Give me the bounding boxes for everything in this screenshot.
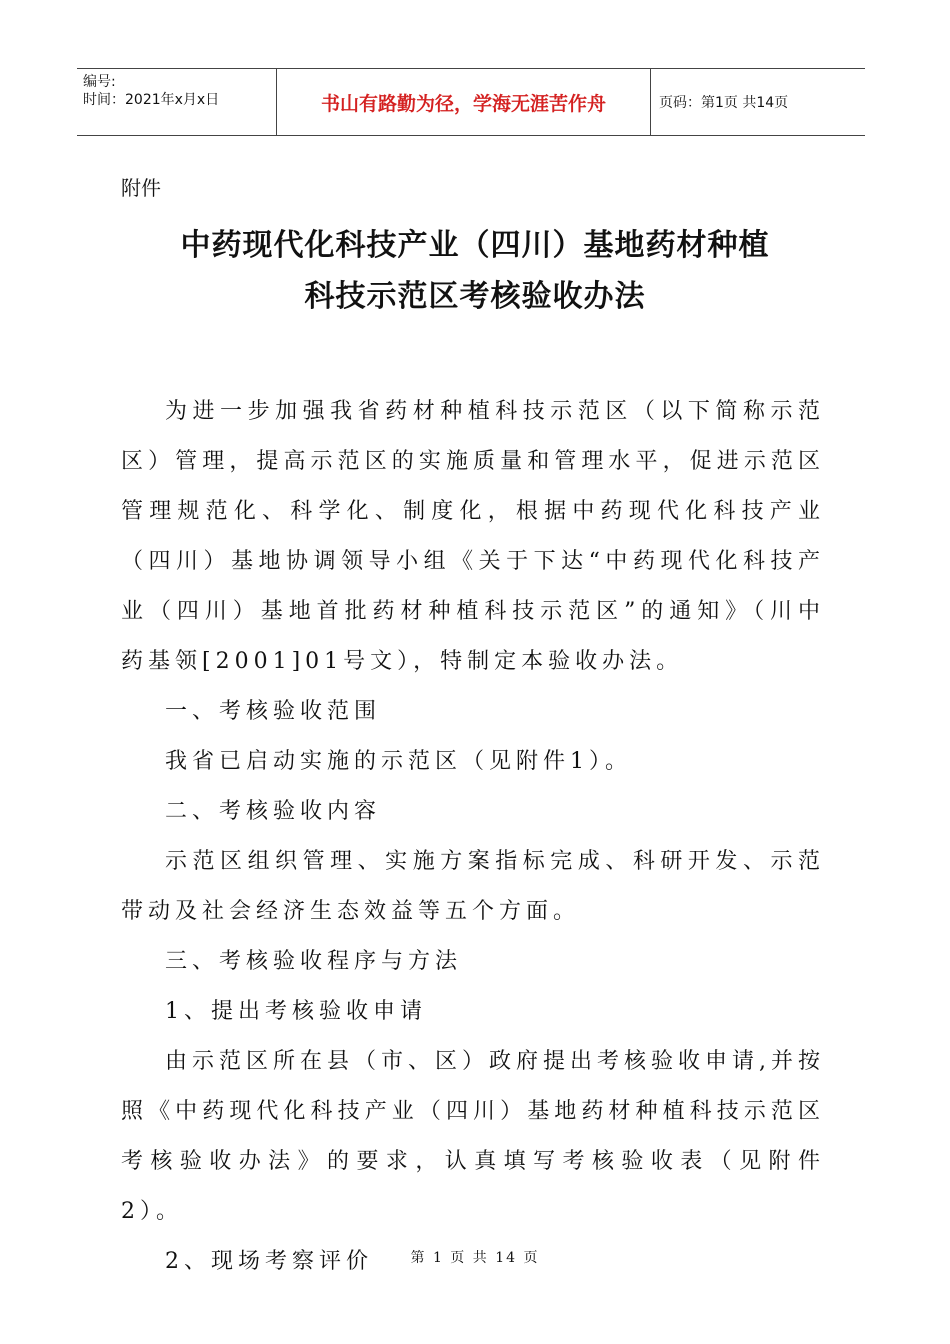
subsection-heading-application: 1、提出考核验收申请 (165, 999, 427, 1024)
intro-paragraph: 为进一步加强我省药材种植科技示范区（以下简称示范区）管理，提高示范区的实施质量和管理水平，促进示范区管理规范化、科学化、制度化，根据中药现代化科技产业（四川）基地协调领导小组《关于下达“中药现代化科技产业（四川）基地首批药材种植科技示范区”的通知》（川中药基领[2001]01号文），特制定本验收办法。 (121, 399, 825, 674)
document-title-line-2: 科技示范区考核验收办法 (304, 279, 646, 314)
header-page-info (651, 69, 865, 135)
content-paragraph: 示范区组织管理、实施方案指标完成、科研开发、示范带动及社会经济生态效益等五个方面。 (121, 849, 825, 924)
section-heading-procedure: 三、考核验收程序与方法 (165, 949, 463, 974)
document-body (121, 387, 825, 1287)
header-page-info-text: 页码：第1页 共14页 (659, 95, 789, 111)
subsection-heading-site-inspection: 2、现场考察评价 (165, 1249, 373, 1274)
section-heading-scope: 一、考核验收范围 (165, 699, 382, 724)
scope-paragraph: 我省已启动实施的示范区（见附件1）。 (165, 749, 632, 774)
page-header (77, 68, 865, 136)
document-title-line-1: 中药现代化科技产业（四川）基地药材种植 (180, 228, 770, 263)
annex-label: 附件 (121, 176, 161, 200)
header-time-label: 时间：2021年x月x日 (83, 92, 220, 108)
header-number-label: 编号: (83, 74, 116, 90)
header-motto-text: 书山有路勤为径，学海无涯苦作舟 (320, 92, 606, 115)
page-footer: 第 1 页 共 14 页 (410, 1250, 540, 1266)
header-motto (277, 69, 651, 135)
header-meta (77, 69, 277, 135)
section-heading-content: 二、考核验收内容 (165, 799, 382, 824)
application-paragraph: 由示范区所在县（市、区）政府提出考核验收申请,并按照《中药现代化科技产业（四川）基地药材种植科技示范区考核验收办法》的要求，认真填写考核验收表（见附件2）。 (121, 1049, 825, 1224)
